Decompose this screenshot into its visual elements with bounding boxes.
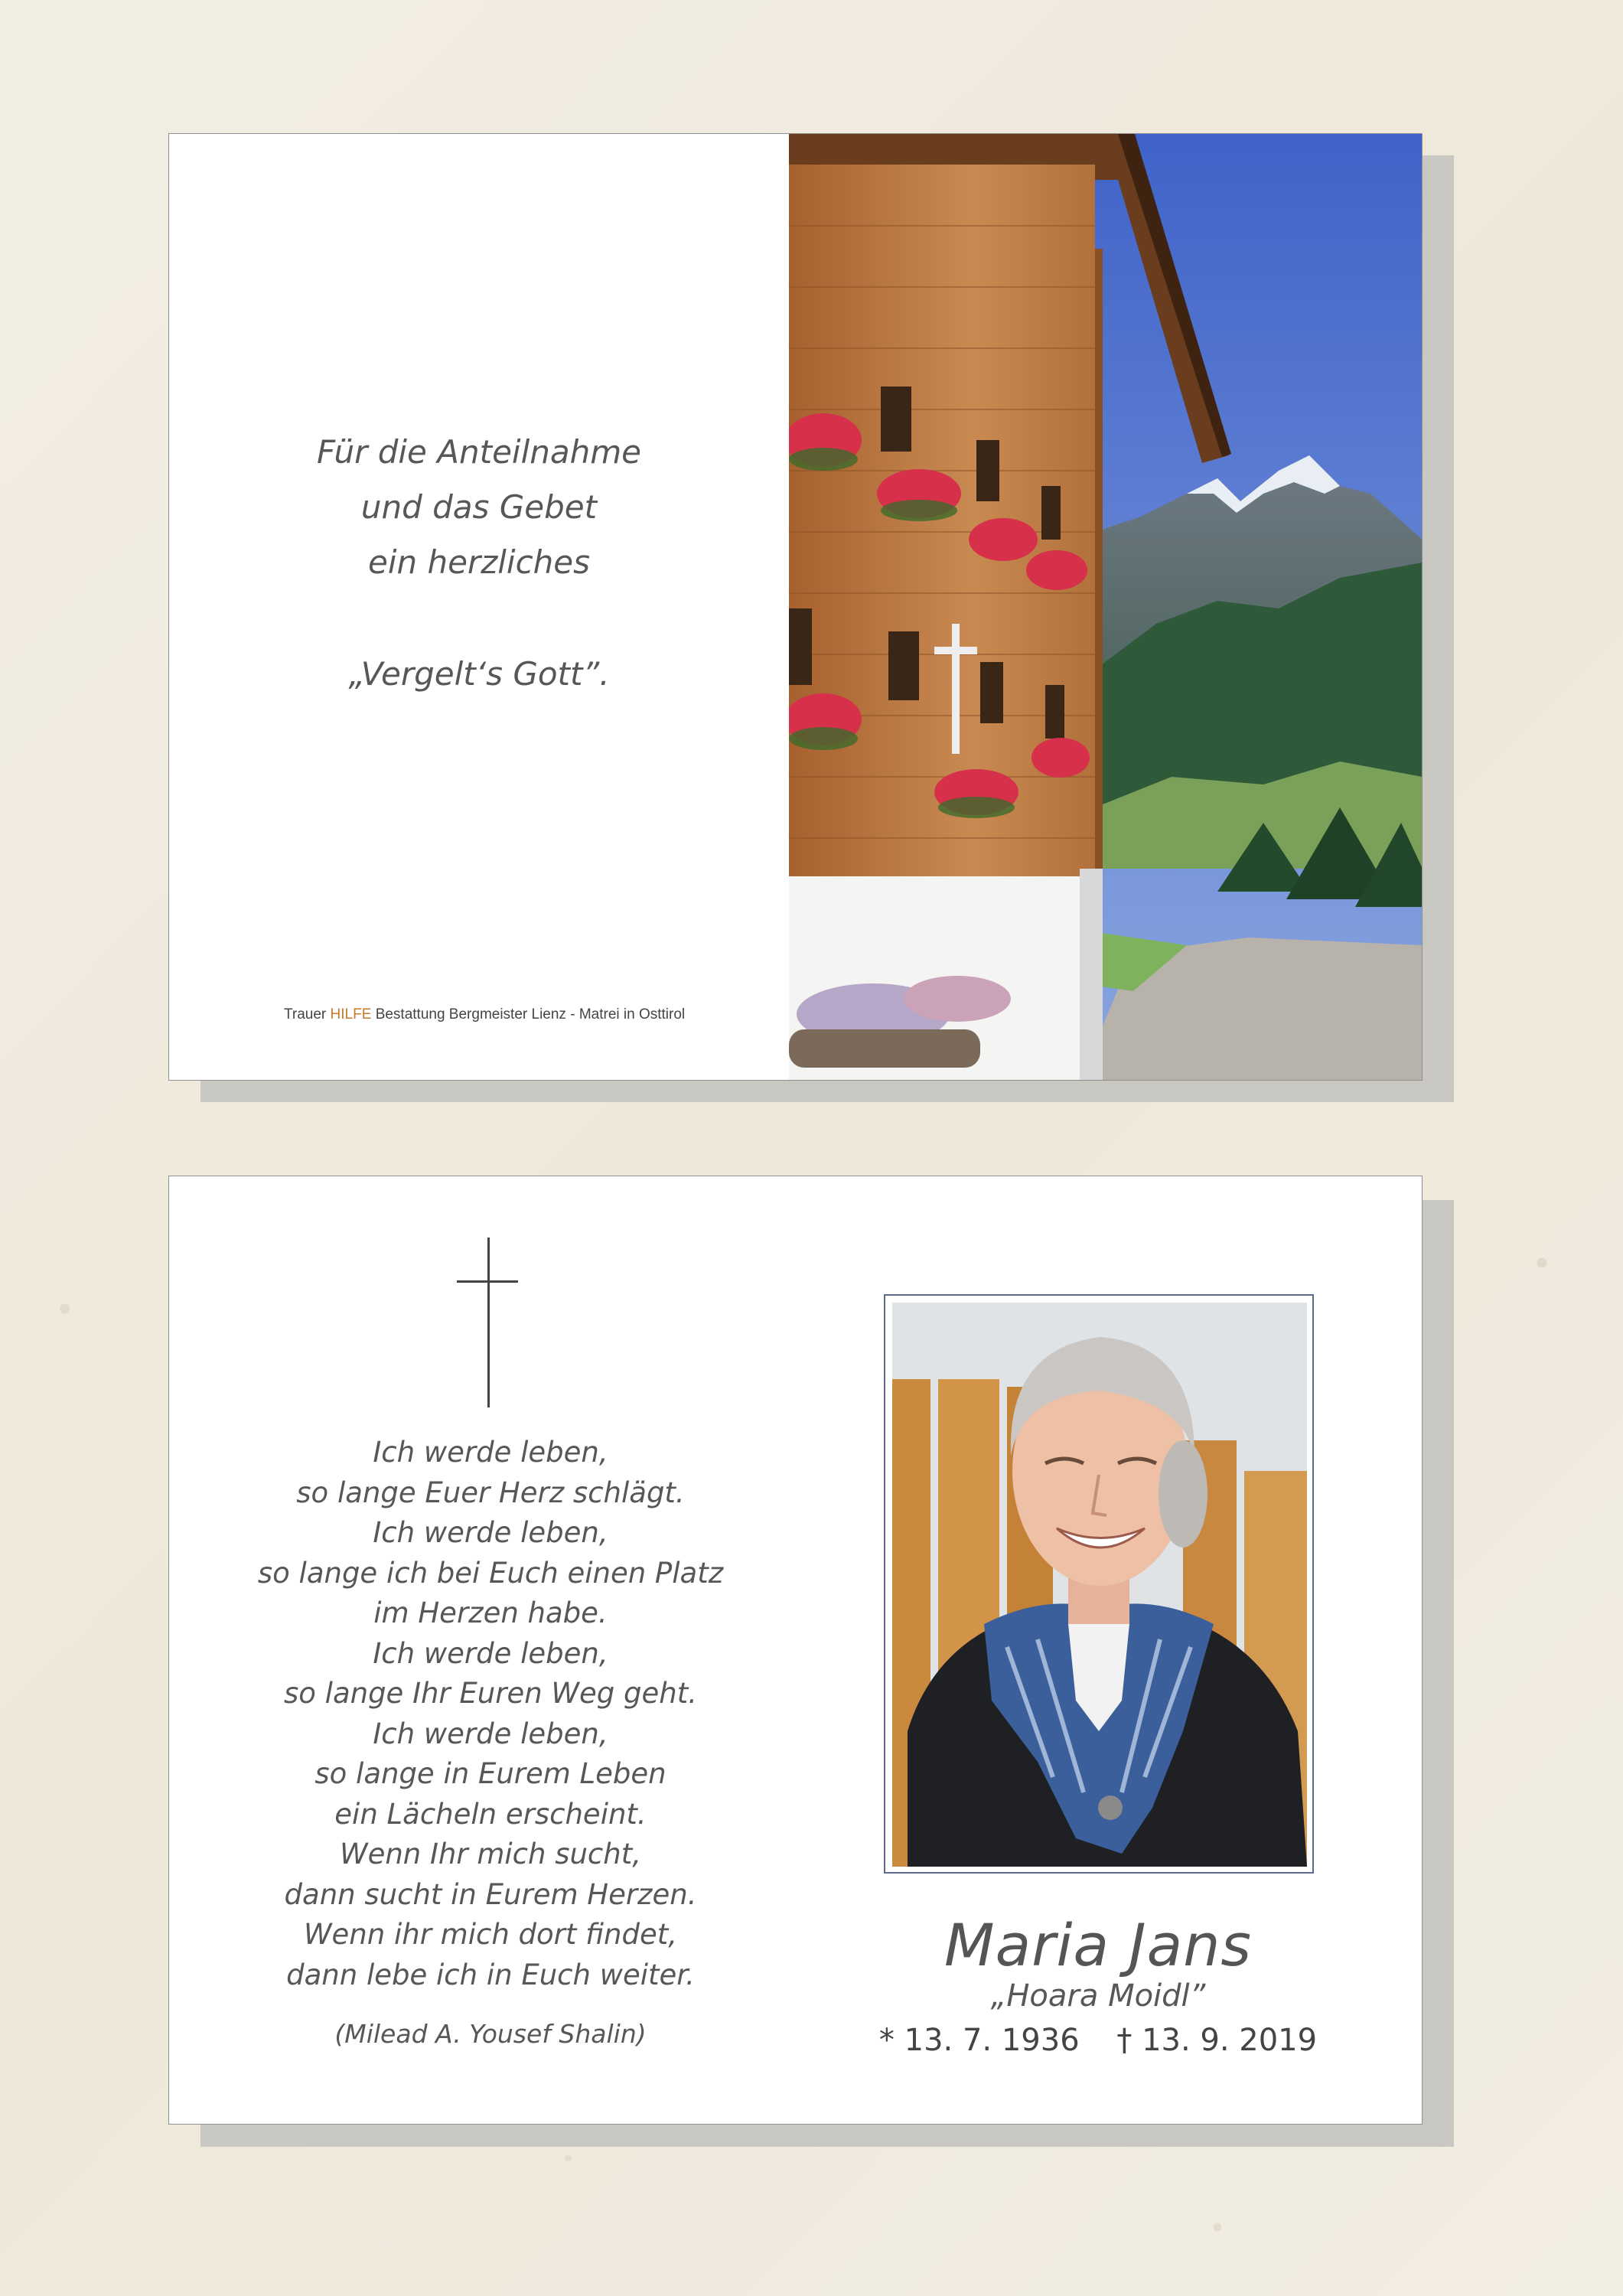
poem-line: so lange Ihr Euren Weg geht.	[283, 1677, 697, 1710]
alpine-farmhouse-image	[789, 134, 1423, 1081]
thanks-line-2: und das Gebet	[360, 488, 598, 526]
poem-line: ein Lächeln erscheint.	[334, 1797, 647, 1831]
life-dates	[812, 2023, 1384, 2058]
poem-line: Ich werde leben,	[373, 1636, 608, 1670]
deceased-name: Maria Jans	[944, 1911, 1252, 1979]
poem-author: (Milead A. Yousef Shalin)	[334, 2019, 647, 2049]
memorial-card	[168, 1176, 1423, 2125]
deceased-nickname: „Hoara Moidl”	[990, 1978, 1206, 2014]
poem-line: dann sucht in Eurem Herzen.	[284, 1877, 697, 1911]
portrait-frame	[884, 1294, 1314, 1874]
thanks-quote: „Vergelt‘s Gott”.	[348, 655, 610, 693]
poem-line: Ich werde leben,	[373, 1516, 608, 1549]
thanks-line-3: ein herzliches	[367, 543, 591, 581]
undertaker-credit	[284, 1006, 685, 1023]
poem-line: dann lebe ich in Euch weiter.	[286, 1958, 695, 1991]
portrait-photo	[892, 1303, 1307, 1867]
poem-line: Wenn ihr mich dort findet,	[303, 1918, 678, 1951]
credit-rest: Bestattung Bergmeister Lienz - Matrei in Osttirol	[375, 1006, 686, 1022]
credit-accent: HILFE	[330, 1006, 372, 1022]
thanks-card	[168, 133, 1423, 1081]
thanks-line-1: Für die Anteilnahme	[317, 433, 641, 471]
poem-line: so lange ich bei Euch einen Platz	[257, 1556, 724, 1590]
cross-icon	[487, 1238, 490, 1407]
poem-line: im Herzen habe.	[373, 1596, 608, 1629]
cross-icon-bar	[457, 1280, 518, 1283]
death-date: † 13. 9. 2019	[1116, 2023, 1318, 2058]
credit-prefix: Trauer	[284, 1006, 327, 1022]
poem	[169, 1433, 812, 1995]
poem-line: Wenn Ihr mich sucht,	[339, 1838, 641, 1870]
poem-line: Ich werde leben,	[373, 1717, 608, 1750]
poem-line: Ich werde leben,	[373, 1436, 608, 1469]
birth-date: * 13. 7. 1936	[878, 2023, 1080, 2058]
poem-line: so lange in Eurem Leben	[314, 1757, 666, 1790]
poem-line: so lange Euer Herz schlägt.	[296, 1476, 685, 1509]
